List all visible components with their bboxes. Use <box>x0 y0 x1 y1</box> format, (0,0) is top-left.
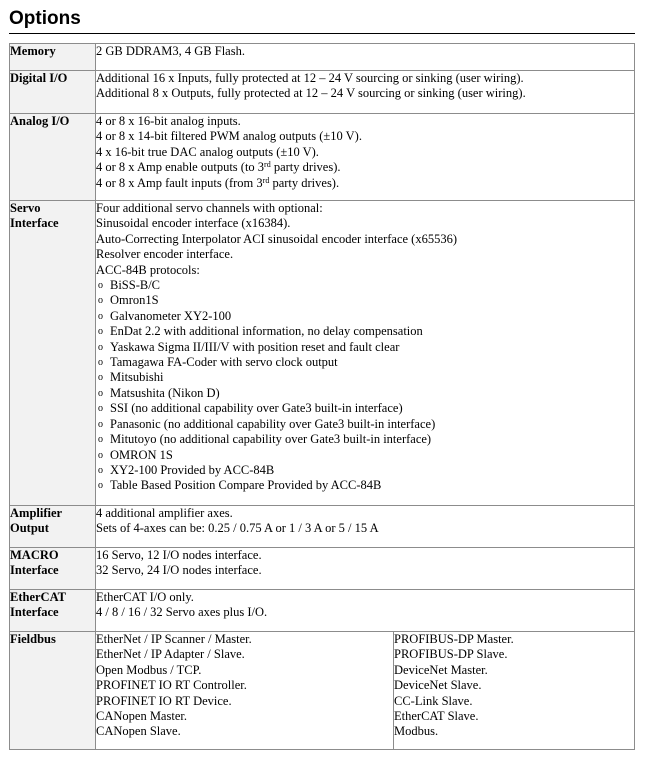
page-title: Options <box>9 8 81 29</box>
digital-io-line: Additional 16 x Inputs, fully protected at 12 – 24 V sourcing or sinking (user wiring). <box>96 71 524 85</box>
bullet-icon: o <box>98 341 103 353</box>
protocol-item <box>96 463 634 478</box>
protocol-item <box>96 293 634 308</box>
analog-io-text: 4 or 8 x Amp fault inputs (from 3 <box>96 175 263 190</box>
protocol-item <box>96 278 634 293</box>
macro-label-line: Interface <box>10 563 59 577</box>
fieldbus-item: PROFINET IO RT Controller. <box>96 678 247 693</box>
protocol-text: OMRON 1S <box>110 447 173 462</box>
memory-label: Memory <box>10 44 96 71</box>
protocol-item <box>96 432 634 447</box>
protocol-item <box>96 309 634 324</box>
protocol-text: Yaskawa Sigma II/III/V with position reset and fault clear <box>110 339 400 354</box>
bullet-icon: o <box>98 434 103 446</box>
protocol-text: Mitutoyo (no additional capability over Gate3 built-in interface) <box>110 432 432 447</box>
fieldbus-item: PROFINET IO RT Device. <box>96 693 232 708</box>
fieldbus-item: Open Modbus / TCP. <box>96 662 202 677</box>
fieldbus-item: DeviceNet Slave. <box>394 678 482 693</box>
memory-line: 2 GB DDRAM3, 4 GB Flash. <box>96 44 245 58</box>
ethercat-value <box>96 590 635 632</box>
servo-line: Sinusoidal encoder interface (x16384). <box>96 216 291 231</box>
bullet-icon: o <box>98 480 103 492</box>
ethercat-label-line: Interface <box>10 605 59 619</box>
analog-io-line: 4 or 8 x 16-bit analog inputs. <box>96 114 241 128</box>
digital-io-line: Additional 8 x Outputs, fully protected at 12 – 24 V sourcing or sinking (user wiring). <box>96 86 526 101</box>
ethercat-line: 4 / 8 / 16 / 32 Servo axes plus I/O. <box>96 605 268 620</box>
protocol-item <box>96 324 634 339</box>
fieldbus-left-column <box>96 632 394 750</box>
protocol-item <box>96 340 634 355</box>
analog-io-text: 4 or 8 x Amp enable outputs (to 3 <box>96 160 265 175</box>
analog-io-line <box>96 176 634 191</box>
amplifier-label-line: Output <box>10 521 49 535</box>
row-ethercat-interface <box>10 590 635 632</box>
protocol-text: BiSS-B/C <box>110 278 161 293</box>
fieldbus-item: PROFIBUS-DP Master. <box>394 632 514 646</box>
protocol-text: XY2-100 Provided by ACC-84B <box>110 462 275 477</box>
protocol-text: Matsushita (Nikon D) <box>110 385 220 400</box>
amplifier-label <box>10 506 96 548</box>
fieldbus-right-column <box>394 632 635 750</box>
protocol-item <box>96 355 634 370</box>
protocol-item <box>96 386 634 401</box>
digital-io-value <box>96 71 635 114</box>
servo-line: Auto-Correcting Interpolator ACI sinusoidal encoder interface (x65536) <box>96 231 457 246</box>
fieldbus-item: PROFIBUS-DP Slave. <box>394 647 508 662</box>
servo-line: Resolver encoder interface. <box>96 247 234 262</box>
fieldbus-label: Fieldbus <box>10 632 96 750</box>
macro-line: 16 Servo, 12 I/O nodes interface. <box>96 548 262 562</box>
servo-label-line: Interface <box>10 216 59 230</box>
analog-io-text: party drives). <box>269 175 340 190</box>
bullet-icon: o <box>98 372 103 384</box>
servo-line: Four additional servo channels with optional: <box>96 201 323 215</box>
bullet-icon: o <box>98 310 103 322</box>
bullet-icon: o <box>98 295 103 307</box>
amplifier-line: Sets of 4-axes can be: 0.25 / 0.75 A or 1 / 3 A or 5 / 15 A <box>96 521 379 536</box>
analog-io-line: 4 or 8 x 14-bit filtered PWM analog outputs (±10 V). <box>96 129 362 144</box>
protocol-text: Panasonic (no additional capability over Gate3 built-in interface) <box>110 416 436 431</box>
amplifier-line: 4 additional amplifier axes. <box>96 506 233 520</box>
ethercat-label-line: EtherCAT <box>10 590 67 604</box>
macro-line: 32 Servo, 24 I/O nodes interface. <box>96 563 262 578</box>
fieldbus-item: DeviceNet Master. <box>394 662 488 677</box>
protocol-text: EnDat 2.2 with additional information, no delay compensation <box>110 324 423 339</box>
protocol-item <box>96 401 634 416</box>
protocol-text: Omron1S <box>110 293 159 308</box>
amplifier-value <box>96 506 635 548</box>
title-divider <box>9 33 635 34</box>
amplifier-label-line: Amplifier <box>10 506 63 520</box>
protocol-text: Table Based Position Compare Provided by ACC-84B <box>110 478 382 493</box>
protocol-list <box>96 278 634 494</box>
bullet-icon: o <box>98 418 103 430</box>
digital-io-label: Digital I/O <box>10 71 96 114</box>
memory-value <box>96 44 635 71</box>
options-table <box>9 43 635 750</box>
protocol-item <box>96 370 634 385</box>
bullet-icon: o <box>98 387 103 399</box>
bullet-icon: o <box>98 403 103 415</box>
fieldbus-item: EtherNet / IP Scanner / Master. <box>96 632 252 646</box>
bullet-icon: o <box>98 326 103 338</box>
servo-label-line: Servo <box>10 201 41 215</box>
analog-io-label: Analog I/O <box>10 114 96 201</box>
row-analog-io <box>10 114 635 201</box>
bullet-icon: o <box>98 357 103 369</box>
row-amplifier-output <box>10 506 635 548</box>
row-servo-interface <box>10 201 635 506</box>
macro-value <box>96 548 635 590</box>
servo-line: ACC-84B protocols: <box>96 262 200 277</box>
ethercat-label <box>10 590 96 632</box>
ordinal-suffix: rd <box>262 175 270 185</box>
ordinal-suffix: rd <box>264 160 271 170</box>
protocol-item <box>96 417 634 432</box>
ethercat-line: EtherCAT I/O only. <box>96 590 194 604</box>
macro-label-line: MACRO <box>10 548 59 562</box>
macro-label <box>10 548 96 590</box>
servo-label <box>10 201 96 506</box>
fieldbus-item: Modbus. <box>394 724 439 739</box>
analog-io-text: party drives). <box>270 160 341 175</box>
fieldbus-item: CANopen Master. <box>96 709 187 724</box>
bullet-icon: o <box>98 464 103 476</box>
analog-io-line <box>96 160 634 175</box>
row-digital-io <box>10 71 635 114</box>
analog-io-line: 4 x 16-bit true DAC analog outputs (±10 V). <box>96 144 319 159</box>
fieldbus-item: EtherCAT Slave. <box>394 709 479 724</box>
row-memory <box>10 44 635 71</box>
protocol-text: Mitsubishi <box>110 370 164 385</box>
row-fieldbus <box>10 632 635 750</box>
bullet-icon: o <box>98 280 103 292</box>
protocol-text: SSI (no additional capability over Gate3 built-in interface) <box>110 401 403 416</box>
fieldbus-item: EtherNet / IP Adapter / Slave. <box>96 647 245 662</box>
protocol-text: Tamagawa FA-Coder with servo clock output <box>110 355 338 370</box>
protocol-item <box>96 448 634 463</box>
row-macro-interface <box>10 548 635 590</box>
servo-value <box>96 201 635 506</box>
protocol-item <box>96 478 634 493</box>
analog-io-value <box>96 114 635 201</box>
protocol-text: Galvanometer XY2-100 <box>110 308 232 323</box>
bullet-icon: o <box>98 449 103 461</box>
fieldbus-item: CC-Link Slave. <box>394 693 473 708</box>
fieldbus-item: CANopen Slave. <box>96 724 181 739</box>
